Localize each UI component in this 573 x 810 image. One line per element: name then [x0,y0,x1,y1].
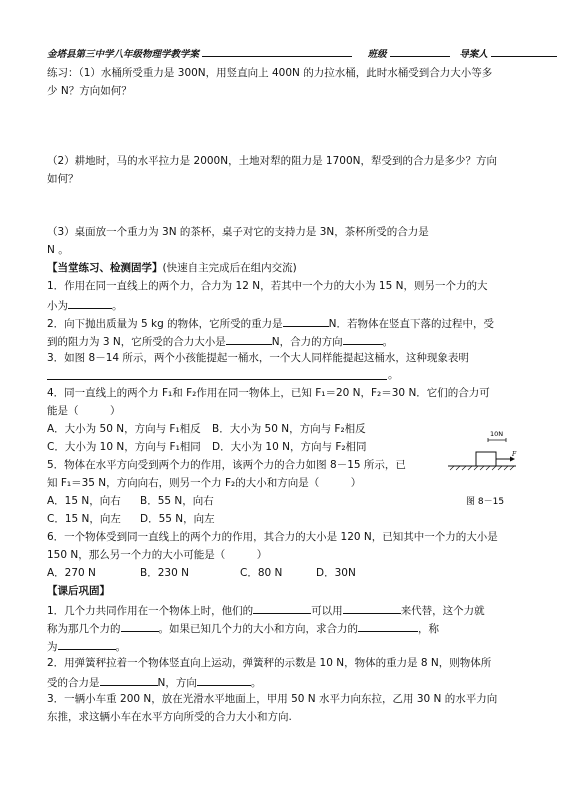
text: 到的阻力为 3 N，它所受的合力大小是 [47,336,226,348]
exercise-q3-line2: N 。 [47,244,69,256]
text: 。如果已知几个力的大小和方向，求合力的 [158,623,358,635]
practice-q6-line1: 6．一个物体受到同一直线上的两个力的作用，其合力的大小是 120 N，已知其中一个力的大小是 [47,531,498,543]
force-label: F [512,451,517,458]
option-a[interactable]: A．大小为 50 N，方向与 F₁相反 [47,423,201,435]
text: 。 [115,641,126,653]
text: 。 [112,300,123,312]
class-blank [390,45,450,57]
class-label: 班级 [367,49,387,60]
answer-blank[interactable] [197,674,251,686]
text: N，合力的方向 [271,336,343,348]
homework-q1-line2 [47,620,537,636]
option-a[interactable]: A．15 N，向右 [47,495,121,507]
practice-q1-line1: 1．作用在同一直线上的两个力，合力为 12 N，若其中一个力的大小为 15 N，则另一个力的大 [47,280,488,292]
text: 1．几个力共同作用在一个物体上时，他们的 [47,605,254,617]
practice-subtitle: (快速自主完成后在组内交流) [162,262,297,274]
text: 。 [382,336,394,348]
page-header [47,45,537,62]
practice-title: 【当堂练习、检测固学】 [47,262,163,274]
practice-q1-line2 [47,297,537,313]
force-diagram [446,426,518,512]
school-title: 金塔县第三中学八年级物理学教学案 [47,49,200,60]
answer-blank[interactable] [68,297,112,309]
option-d[interactable]: D．55 N，向左 [140,513,215,525]
ground-hatching [450,466,514,470]
homework-q3-line1: 3．一辆小车重 200 N，放在光滑水平地面上，甲用 50 N 水平力向东拉，乙用 30 N 的水平力向 [47,693,498,705]
practice-q4-line1: 4．同一直线上的两个力 F₁和 F₂作用在同一物体上，已知 F₁＝20 N，F₂＝30 N．它们的合力可 [47,387,490,399]
header-blank [202,45,352,57]
exercise-q2-line2: 如何？ [47,173,79,185]
answer-blank[interactable] [58,638,116,650]
exercise-q1-line2: 少 N？方向如何？ [47,85,132,97]
practice-q3-line1: 3．如图 8－14 所示，两个小孩能提起一桶水，一个大人同样能提起这桶水，这种现象表明 [47,352,469,364]
exercise-q3-line1: （3）桌面放一个重力为 3N 的茶杯，桌子对它的支持力是 3N，茶杯所受的合力是 [47,226,429,238]
text: N，方向 [157,677,197,689]
text: 受的合力是 [47,677,100,689]
option-a[interactable]: A．270 N [47,567,96,579]
option-d[interactable]: D．大小为 10 N，方向与 F₂相同 [212,441,367,453]
option-d[interactable]: D．30N [316,567,356,579]
text: 来代替，这个力就 [400,605,485,617]
text: N．若物体在竖直下落的过程中，受 [328,318,494,330]
practice-q3-end: 。 [388,369,399,381]
homework-title: 【课后巩固】 [47,585,110,597]
author-label: 导案人 [459,49,488,60]
option-c[interactable]: C．大小为 10 N，方向与 F₁相同 [47,441,201,453]
practice-q5-line2: 知 F₁＝35 N，方向向右，则另一个力 F₂的大小和方向是（ ） [47,477,362,489]
homework-q2-line2 [47,674,537,690]
homework-q2-line1: 2．用弹簧秤拉着一个物体竖直向上运动，弹簧秤的示数是 10 N，物体的重力是 8 N，则物体所 [47,657,492,669]
homework-q1-line1 [47,602,537,618]
option-b[interactable]: B．大小为 50 N，方向与 F₂相反 [212,423,366,435]
text: 称为那几个力的 [47,623,121,635]
figure-caption: 图 8－15 [466,497,505,507]
text: ，称 [418,623,439,635]
author-blank [491,45,557,57]
answer-line[interactable] [47,379,387,380]
answer-blank[interactable] [283,315,329,327]
practice-heading [47,261,537,275]
answer-blank[interactable] [121,620,159,632]
option-b[interactable]: B．230 N [140,567,189,579]
text: 可以用 [311,605,343,617]
option-c[interactable]: C．80 N [240,567,283,579]
practice-q5-line1: 5．物体在水平方向受到两个力的作用，该两个力的合力如图 8－15 所示，已 [47,459,406,471]
figure-8-15 [446,426,518,512]
text: 。 [250,677,262,689]
text: 小为 [47,300,68,312]
answer-blank[interactable] [100,674,158,686]
answer-blank[interactable] [253,602,311,614]
answer-blank[interactable] [226,333,272,345]
homework-q1-line3 [47,638,537,654]
option-c[interactable]: C．15 N，向左 [47,513,121,525]
block [476,452,496,466]
scale-label: 10N [490,430,504,438]
text: 为 [47,641,58,653]
practice-q2-line2 [47,333,537,349]
option-b[interactable]: B．55 N，向右 [140,495,214,507]
exercise-q2-line1: （2）耕地时，马的水平拉力是 2000N，土地对犁的阻力是 1700N，犁受到的合力是多少？方向 [47,155,498,167]
exercise-q1-line1: 练习：（1）水桶所受重力是 300N，用竖直向上 400N 的力拉水桶，此时水桶受到合力大小等多 [47,67,493,79]
answer-blank[interactable] [343,333,383,345]
practice-q2-line1 [47,315,537,331]
answer-blank[interactable] [358,620,418,632]
practice-q6-line2: 150 N，那么另一个力的大小可能是（ ） [47,549,268,561]
answer-blank[interactable] [343,602,401,614]
practice-q4-line2: 能是（ ） [47,405,121,417]
homework-q3-line2: 东推，求这辆小车在水平方向所受的合力大小和方向. [47,711,292,723]
text: 2．向下抛出质量为 5 kg 的物体，它所受的重力是 [47,318,283,330]
